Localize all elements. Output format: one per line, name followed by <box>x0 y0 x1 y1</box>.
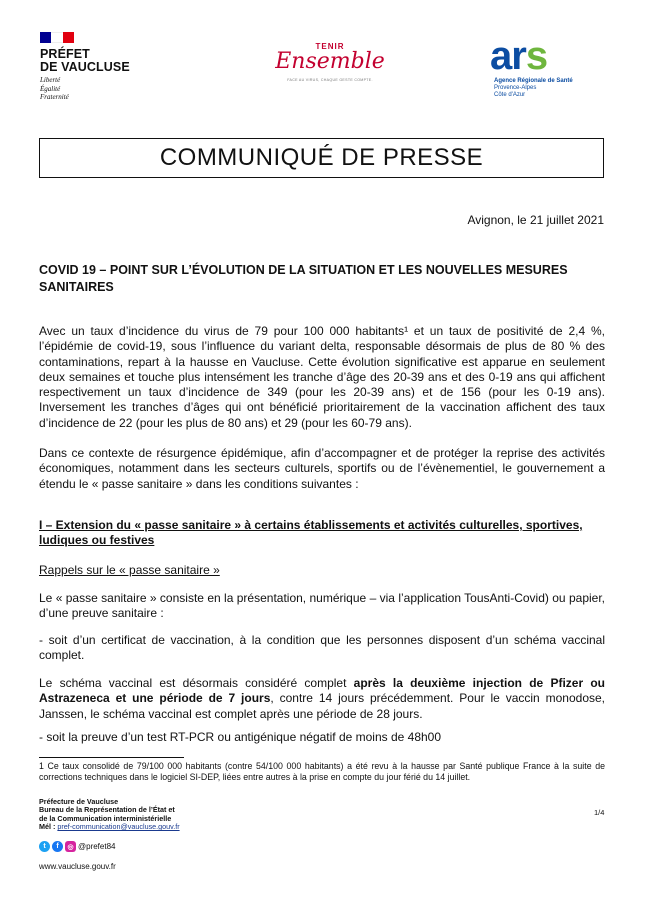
website-link[interactable]: www.vaucluse.gouv.fr <box>39 862 116 871</box>
paragraph-test: - soit la preuve d’un test RT-PCR ou antigénique négatif de moins de 48h00 <box>39 730 442 744</box>
ars-subtitle <box>494 78 573 99</box>
social-handle[interactable]: @prefet84 <box>78 842 116 851</box>
page-number: 1/4 <box>594 808 605 817</box>
footer-contact <box>39 798 180 832</box>
footnote: 1 Ce taux consolidé de 79/100 000 habitants (contre 54/100 000 habitants) a été revu à la hausse par Santé publique France à la suite de corrections techniques dans le logiciel SI-DEP, liées entre autres à la prise en compte du jour férié du 14 juillet. <box>39 761 605 782</box>
headline: COVID 19 – POINT SUR L’ÉVOLUTION DE LA SITUATION ET LES NOUVELLES MESURES SANITAIRES <box>39 263 568 294</box>
page-title: COMMUNIQUÉ DE PRESSE <box>159 144 484 171</box>
ars-logo <box>490 34 600 110</box>
schema-text-b: , contre 14 jours précédemment. Pour le vaccin monodose, Janssen, le schéma vaccinal est complet après une période de 28 jours. <box>39 691 605 721</box>
devise <box>40 76 150 102</box>
ars-wordmark: ars <box>490 34 548 78</box>
paragraph-context: Dans ce contexte de résurgence épidémique, afin d’accompagner et de protéger la reprise des activités économiques, notamment dans les secteurs culturels, sportifs ou de l’évènementiel, le gouvernement a étendu le « passe sanitaire » dans les conditions suivantes : <box>39 446 605 491</box>
footer-mail-line <box>39 823 180 831</box>
tenir-subtitle: FACE AU VIRUS, CHAQUE GESTE COMPTE. <box>287 78 373 82</box>
social-bar <box>39 841 115 852</box>
paragraph-incidence: Avec un taux d’incidence du virus de 79 pour 100 000 habitants¹ et un taux de positivité de 2,4 %, l’épidémie de covid-19, sous l’influence du variant delta, responsable désormais de plus de 80 % des contaminations, repart à la hausse en Vaucluse. Cette évolution significative est apparue en seulement deux semaines et touche plus intensément les tranche d’âge des 20-39 ans et des 0-19 ans qui affichent respectivement un taux d’incidence de 349 (pour les 20-39 ans) et de 156 (pour les 0-19 ans). Inversement les tranches d’âges qui ont bénéficié prioritairement de la vaccination affichent des taux d’incidence de 22 (pour les plus de 80 ans) et 29 (pour les 60-79 ans). <box>39 324 605 430</box>
mail-link[interactable]: pref-communication@vaucluse.gouv.fr <box>57 822 180 832</box>
devise-liberte: Liberté <box>40 76 61 84</box>
tenir-ensemble-logo <box>270 42 390 104</box>
paragraph-schema <box>39 676 605 722</box>
ars-line-3: Côte d'Azur <box>494 92 526 98</box>
paragraph-passe: Le « passe sanitaire » consiste en la présentation, numérique – via l’application TousAnti-Covid) ou papier, d’une preuve sanitaire : <box>39 591 605 621</box>
mail-label: Mél : <box>39 822 58 832</box>
footer-org-1: Préfecture de Vaucluse <box>39 797 119 806</box>
twitter-icon[interactable]: t <box>39 841 50 852</box>
footer-org-3: de la Communication interministérielle <box>39 813 172 823</box>
devise-fraternite: Fraternité <box>40 93 69 101</box>
schema-text-a: Le schéma vaccinal est désormais considéré complet <box>39 676 354 690</box>
prefet-line2: DE VAUCLUSE <box>40 60 130 74</box>
date-line: Avignon, le 21 juillet 2021 <box>467 213 604 227</box>
prefet-logo <box>40 32 150 102</box>
tenir-label: TENIR <box>315 42 345 51</box>
ars-line-2: Provence-Alpes <box>494 85 537 91</box>
subsection-rappels: Rappels sur le « passe sanitaire » <box>39 563 220 577</box>
schema-text-bold: après la deuxième injection de Pfizer ou Astrazeneca et une période de 7 jours <box>39 676 605 706</box>
paragraph-vaccination: - soit d’un certificat de vaccination, à la condition que les personnes disposent d’un schéma vaccinal complet. <box>39 633 605 663</box>
ensemble-label: Ensemble <box>275 49 385 74</box>
title-box <box>39 138 604 178</box>
devise-egalite: Égalité <box>40 84 61 93</box>
footer-org-2: Bureau de la Représentation de l’État et <box>39 805 175 815</box>
section-title: I – Extension du « passe sanitaire » à certains établissements et activités culturelles, sportives, ludiques ou festives <box>39 518 583 547</box>
facebook-icon[interactable]: f <box>52 841 63 852</box>
ars-line-1: Agence Régionale de Santé <box>494 78 573 84</box>
instagram-icon[interactable]: ◎ <box>65 841 76 852</box>
footnote-divider <box>39 757 184 758</box>
marianne-flag-icon <box>40 32 74 43</box>
prefet-line1: PRÉFET <box>40 47 90 61</box>
